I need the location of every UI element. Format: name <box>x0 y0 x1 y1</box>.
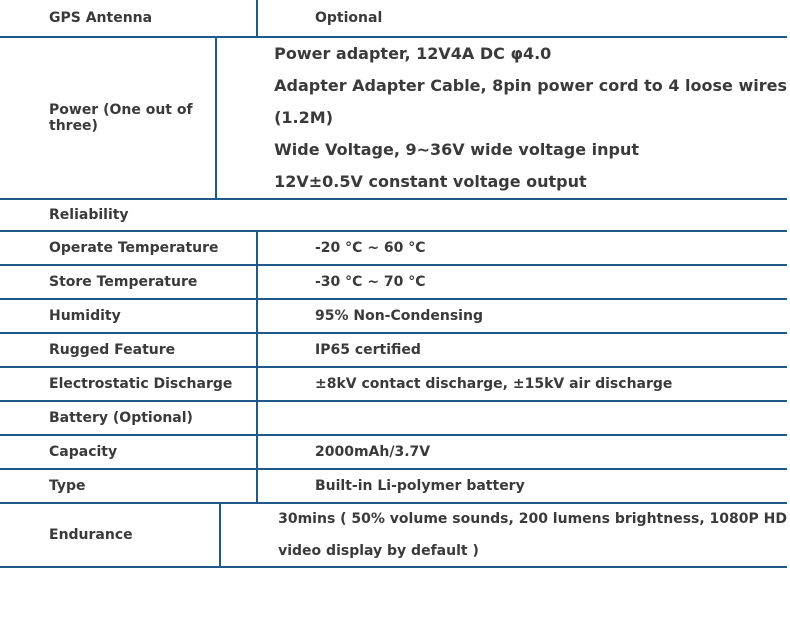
spec-row-type <box>0 468 787 502</box>
spec-row-humidity <box>0 298 787 332</box>
spec-value: Optional <box>315 10 383 26</box>
spec-label: Rugged Feature <box>0 334 258 366</box>
spec-row-power <box>0 36 787 198</box>
spec-label: Operate Temperature <box>0 232 258 264</box>
spec-value: 2000mAh/3.7V <box>315 444 431 460</box>
spec-row-capacity <box>0 434 787 468</box>
spec-label: Humidity <box>0 300 258 332</box>
section-row-battery <box>0 400 787 434</box>
spec-value: IP65 certified <box>315 342 421 358</box>
power-option-line: 12V±0.5V constant voltage output <box>274 172 587 191</box>
spec-row-endurance <box>0 502 787 566</box>
spec-label: GPS Antenna <box>0 0 258 36</box>
endurance-line: video display by default ) <box>278 543 479 559</box>
section-heading: Reliability <box>49 207 129 223</box>
spec-row-gps-antenna <box>0 0 787 36</box>
spec-row-operate-temperature <box>0 230 787 264</box>
spec-row-store-temperature <box>0 264 787 298</box>
spec-row-electrostatic-discharge <box>0 366 787 400</box>
spec-value: ±8kV contact discharge, ±15kV air discharge <box>315 376 673 392</box>
power-option-line: Power adapter, 12V4A DC φ4.0 <box>274 44 552 63</box>
spec-value: Built-in Li-polymer battery <box>315 478 525 494</box>
section-row-reliability <box>0 198 787 230</box>
spec-value <box>221 504 787 566</box>
spec-label: Type <box>0 470 258 502</box>
power-option-line: (1.2M) <box>274 108 333 127</box>
spec-value: 95% Non-Condensing <box>315 308 483 324</box>
spec-value: -20 °C ~ 60 °C <box>315 240 426 256</box>
spec-label: Electrostatic Discharge <box>0 368 258 400</box>
spec-label: Endurance <box>0 504 221 566</box>
spec-row-rugged-feature <box>0 332 787 366</box>
spec-value <box>217 38 787 198</box>
endurance-line: 30mins ( 50% volume sounds, 200 lumens brightness, 1080P HD <box>278 511 787 527</box>
power-option-line: Wide Voltage, 9~36V wide voltage input <box>274 140 639 159</box>
spec-label: Capacity <box>0 436 258 468</box>
section-heading: Battery (Optional) <box>0 402 258 434</box>
spec-label: Power (One out of three) <box>0 38 217 198</box>
spec-label: Store Temperature <box>0 266 258 298</box>
power-option-line: Adapter Adapter Cable, 8pin power cord to 4 loose wires <box>274 76 787 95</box>
spec-value: -30 °C ~ 70 °C <box>315 274 426 290</box>
